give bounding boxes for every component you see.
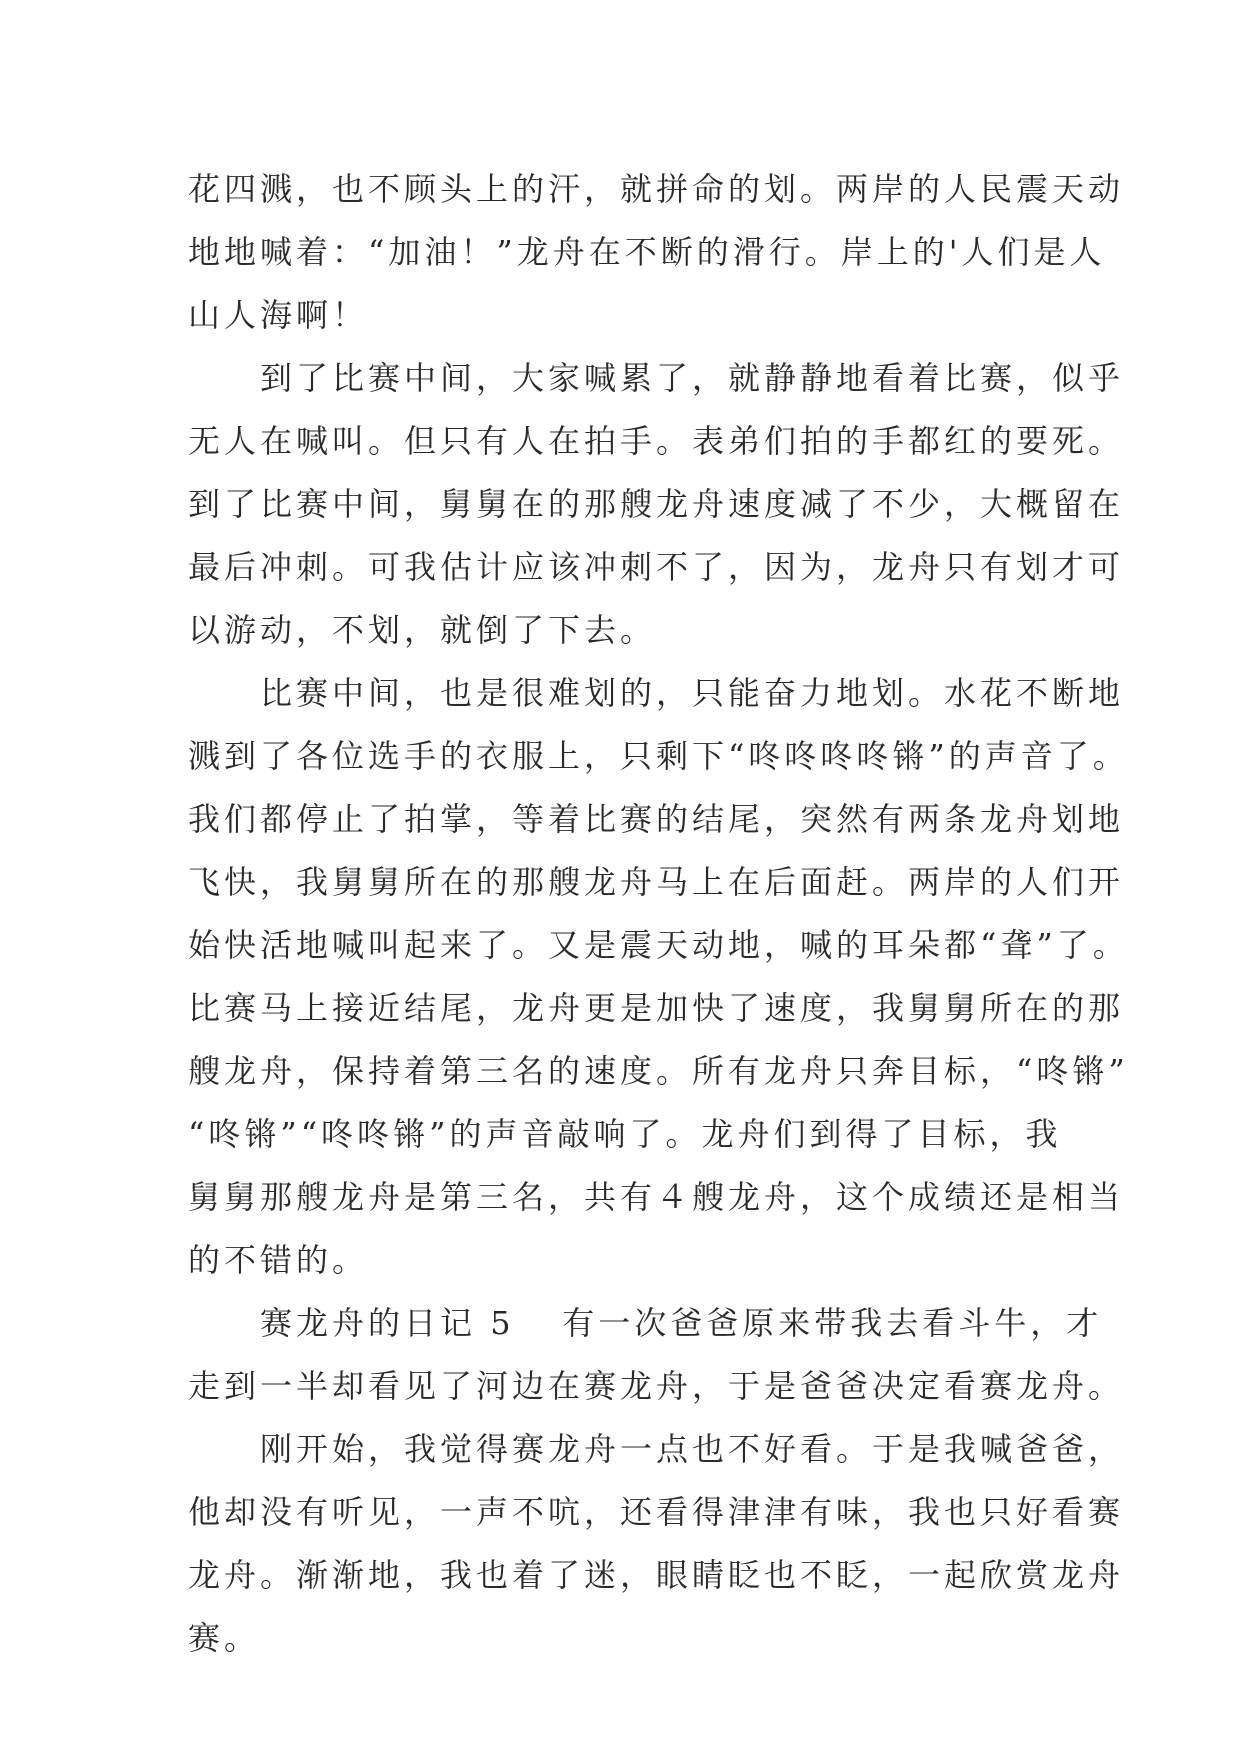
text-line: 他却没有听见，一声不吭，还看得津津有味，我也只好看赛: [188, 1493, 1125, 1531]
text-line: 走到一半却看见了河边在赛龙舟，于是爸爸决定看赛龙舟。: [188, 1367, 1125, 1405]
diary-opening-text: 有一次爸爸原来带我去看斗牛，才: [562, 1304, 1103, 1342]
text-line: 花四溅，也不顾头上的汗，就拼命的划。两岸的人民震天动: [188, 170, 1125, 208]
text-line: 飞快，我舅舅所在的那艘龙舟马上在后面赶。两岸的人们开: [188, 863, 1125, 901]
text-line: 赛。: [188, 1619, 261, 1657]
text-line: 到了比赛中间，大家喊累了，就静静地看着比赛，似乎: [260, 359, 1125, 397]
text-line: 舅舅那艘龙舟是第三名，共有４艘龙舟，这个成绩还是相当: [188, 1178, 1125, 1216]
text-line: 无人在喊叫。但只有人在拍手。表弟们拍的手都红的要死。: [188, 422, 1125, 460]
paragraph: [188, 347, 1125, 662]
paragraph: [188, 662, 1129, 1292]
text-line: 龙舟。渐渐地，我也着了迷，眼睛眨也不眨，一起欣赏龙舟: [188, 1556, 1125, 1594]
paragraph: [188, 1292, 1125, 1418]
text-line: 以游动，不划，就倒了下去。: [188, 611, 657, 649]
text-line: 始快活地喊叫起来了。又是震天动地，喊的耳朵都“聋”了。: [188, 926, 1129, 964]
diary-heading-line: [188, 1292, 1103, 1355]
text-line: 山人海啊！: [188, 296, 369, 334]
text-line: 到了比赛中间，舅舅在的那艘龙舟速度减了不少，大概留在: [188, 485, 1125, 523]
text-line: 我们都停止了拍掌，等着比赛的结尾，突然有两条龙舟划地: [188, 800, 1125, 838]
diary-number: 5: [490, 1304, 515, 1342]
text-line: 比赛中间，也是很难划的，只能奋力地划。水花不断地: [260, 674, 1125, 712]
text-line: 最后冲刺。可我估计应该冲刺不了，因为，龙舟只有划才可: [188, 548, 1125, 586]
text-line: 艘龙舟，保持着第三名的速度。所有龙舟只奔目标，“咚锵”: [188, 1052, 1129, 1090]
text-line: “咚锵”“咚咚锵”的声音敲响了。龙舟们到得了目标，我: [188, 1115, 1062, 1153]
text-line: 刚开始，我觉得赛龙舟一点也不好看。于是我喊爸爸，: [260, 1430, 1125, 1468]
text-line: 地地喊着：“加油！”龙舟在不断的滑行。岸上的'人们是人: [188, 233, 1106, 271]
paragraph: [188, 1418, 1125, 1670]
diary-title: 赛龙舟的日记: [260, 1304, 477, 1342]
text-line: 比赛马上接近结尾，龙舟更是加快了速度，我舅舅所在的那: [188, 989, 1125, 1027]
document-body: [188, 158, 1129, 1670]
text-line: 溅到了各位选手的衣服上，只剩下“咚咚咚咚锵”的声音了。: [188, 737, 1129, 775]
text-line: 的不错的。: [188, 1241, 369, 1279]
paragraph: [188, 158, 1125, 347]
